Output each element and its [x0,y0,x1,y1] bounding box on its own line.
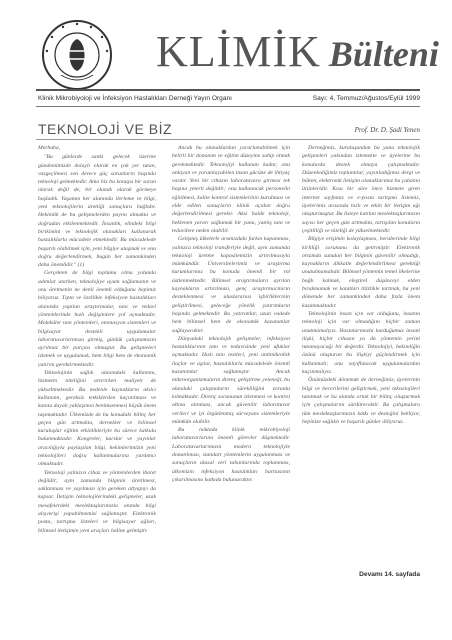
paragraph: Ancak bu olanaklardan yararlanabilmek için belirli bir donanım ve eğitim düzeyine sahip olmak gerekmektedir. Teknolojiyi kullanan kadar, onu anlayan ve yorumlayabilen insan gücüne de ihtiyaç vardır. Yeni bir cihazın laboratuvara girmesi tek başına yeterli değildir; onu kullanacak personelin eğitilmesi, kalite kontrol sistemlerinin kurulması ve elde edilen sonuçların klinik açıdan doğru değerlendirilmesi gerekir. Aksi halde teknoloji, beklenen yararı sağlamak bir yana, yanlış tanı ve tedavilere neden olabilir. [172,145,290,234]
article-column-3 [302,144,420,568]
masthead-rule-bottom [36,106,420,107]
paragraph: Derneğimiz, kuruluşundan bu yana teknolojik gelişmeleri yakından izlemekte ve üyelerine bu konularda destek olmaya çalışmaktadır. Düzenlediğimiz toplantılar, yayınladığımız dergi ve bülten, elektronik iletişim olanaklarımız bu çabanın ürünleridir. Kısa bir süre önce hizmete giren internet sayfamız ve e-posta tartışma listemiz, üyelerimiz arasında hızlı ve etkin bir iletişim ağı oluşturmuştur. Bu listeye katılan meslektaşlarımızın sayısı her geçen gün artmakta, tartışılan konuların çeşitliliği ve niteliği de yükselmektedir. [302,145,420,234]
title-rule [36,139,420,140]
paragraph: Teknolojinin sağlık alanındaki kullanımı, hizmetin niteliğini artırırken maliyeti de yükseltmektedir. Bu nedenle kaynakların akılcı kullanımı, gereksiz tetkiklerden kaçınılması ve kanıta dayalı yaklaşımın benimsenmesi büyük önem taşımaktadır. Ülkemizde de bu konudaki bilinç her geçen gün artmakta, dernekler ve bilimsel kuruluşlar eğitim etkinlikleriyle bu sürece katkıda bulunmaktadır. Kongreler, kurslar ve yayınlar aracılığıyla paylaşılan bilgi, hekimlerimizin yeni teknolojileri doğru kullanmalarına yardımcı olmaktadır. [38,370,156,468]
paragraph: Önümüzdeki dönemde de derneğimiz, üyelerinin bilgi ve becerilerini geliştirmek, yeni teknolojileri tanıtmak ve bu alanda ortak bir bilinç oluşturmak için çalışmalarını sürdürecektir. Bu çalışmalara tüm meslektaşlarımızın katkı ve desteğini bekliyor, hepinize sağlıklı ve başarılı günler diliyoruz. [302,377,420,425]
paragraph: Dünyadaki teknolojik gelişmeler, infeksiyon hastalıklarının tanı ve tedavisinde yeni ufuklar açmaktadır. Hızlı tanı testleri, yeni antimikrobik ilaçlar ve aşılar, hastalıklarla mücadelede önemli kazanımlar sağlamıştır. Ancak mikroorganizmaların direnç geliştirme yeteneği, bu alandaki çalışmaların sürekliliğini zorunlu kılmaktadır. Direnç sorununun izlenmesi ve kontrol altına alınması, ancak güvenilir laboratuvar verileri ve iyi örgütlenmiş sürveyans sistemleriyle mümkün olabilir. [172,335,290,425]
masthead [0,0,452,112]
paragraph: Teknolojinin insan için var olduğunu, insanın teknoloji için var olmadığını hiçbir zaman unutmamalıyız. Hastalarımızla kurduğumuz insani ilişki, hiçbir cihazın ya da yöntemin yerini tutamayacağı bir değerdir. Teknolojiyi, hekimliğin özünü oluşturan bu ilişkiyi güçlendirmek için kullanmalı; onu zayıflatacak uygulamalardan kaçınmalıyız. [302,310,420,376]
paragraph: Teknoloji yalnızca cihaz ve yöntemlerden ibaret değildir; aynı zamanda bilginin üretilmesi, saklanması ve yayılması için gereken altyapıyı da kapsar. İletişim teknolojilerindeki gelişmeler, uzak mesafelerdeki meslektaşlarımızla anında bilgi alışverişi yapabilmemizi sağlamıştır. Elektronik posta, tartışma listeleri ve bilgisayar ağları, bilimsel iletişimin yeni araçları haline gelmiştir. [38,469,156,534]
continued-link[interactable]: Devamı 14. sayfada [359,571,420,578]
article-author: Prof. Dr. D. Şadi Yenen [354,126,420,134]
society-logo [41,19,113,91]
issue-line: Sayı: 4, Temmuz/Ağustos/Eylül 1999 [312,95,420,102]
paragraph: Bu noktada klinik mikrobiyoloji laboratuvarlarına önemli görevler düşmektedir. Laboratuvarlarımızın modern teknolojiyle donatılması, standart yöntemlerin uygulanması ve sonuçların ulusal veri tabanlarında toplanması, ülkemizin infeksiyon hastalıkları haritasının çıkarılmasına katkıda bulunacaktır. [172,427,290,483]
article-column-1 [38,144,156,592]
newsletter-title-word2: Bülteni [328,34,439,74]
masthead-rule-top [36,89,420,91]
organization-line: Klinik Mikrobiyoloji ve İnfeksiyon Hastalıkları Derneği Yayın Organı [38,95,232,102]
article-title: TEKNOLOJİ VE BİZ [38,121,173,137]
paragraph: Bilgiye erişimin kolaylaşması, beraberinde bilgi kirliliği sorununu da getirmiştir. Elektronik ortamda sunulan her bilginin güvenilir olmadığı, kaynakların dikkatle değerlendirilmesi gerektiği unutulmamalıdır. Bilimsel yöntemin temel ilkelerine bağlı kalmak, eleştirel düşünceyi elden bırakmamak ve kanıtları titizlikle tartmak, bu yeni dönemde her zamankinden daha fazla önem kazanmaktadır. [302,236,420,309]
article-column-2 [172,144,290,592]
paragraph: "Bu günlerde sanki gelecek üzerine gündemimizde dolaylı olarak en çok yer tutan, vazgeçilmesi son derece güç sorunların başında teknoloji gelmektedir. Ama biz bu konuyu bir sorun olarak değil de, bir olanak olarak görmeye başladık. Yaşamın her alanında ilerleme ve bilgi, yeni teknolojilerin ürettiği sonuçlara bağlıdır. Hekimlik de bu gelişmelerden payını almakta ve doğrudan etkilenmektedir. İnsanlık, elindeki bilgi birikimini ve teknolojik olanakları kullanarak hastalıklarla mücadele etmektedir. Bu mücadelede başarılı olabilmek için, yeni bilgiye ulaşmak ve onu doğru değerlendirmek, bugün her zamankinden daha önemlidir." (1) [38,154,156,269]
newsletter-title-word1: KLİMİK [156,27,321,76]
newsletter-title [156,26,439,86]
paragraph: Merhaba, [38,145,61,151]
paragraph: Gerçekten de bilgi toplumu olma yolunda adımlar atarken, teknolojiye uyum sağlamanın ve onu üretmenin ne denli önemli olduğunu hepimiz biliyoruz. Tıpta ve özellikle infeksiyon hastalıkları alanında yapılan araştırmalar, tanı ve tedavi yöntemlerinde hızlı değişimlere yol açmaktadır. Moleküler tanı yöntemleri, otomasyon sistemleri ve bilgisayar destekli uygulamalar laboratuvarlarımıza girmiş, günlük çalışmamızın ayrılmaz bir parçası olmuştur. Bu gelişmeleri izlemek ve uygulamak, hem bilgi hem de ekonomik yatırım gerektirmektedir. [38,270,156,368]
paragraph: Gelişmiş ülkelerle aramızdaki farkın kapanması, yalnızca teknoloji transferiyle değil, aynı zamanda teknoloji üretme kapasitemizin artırılmasıyla mümkündür. Üniversitelerimiz ve araştırma kurumlarımız bu konuda önemli bir rol üstlenmektedir. Bilimsel araştırmalara ayrılan kaynakların artırılması, genç araştırmacıların desteklenmesi ve uluslararası işbirliklerinin geliştirilmesi, geleceğe yönelik yatırımların başında gelmektedir. Bu yatırımlar, uzun vadede hem bilimsel hem de ekonomik kazanımlar sağlayacaktır. [172,236,290,334]
